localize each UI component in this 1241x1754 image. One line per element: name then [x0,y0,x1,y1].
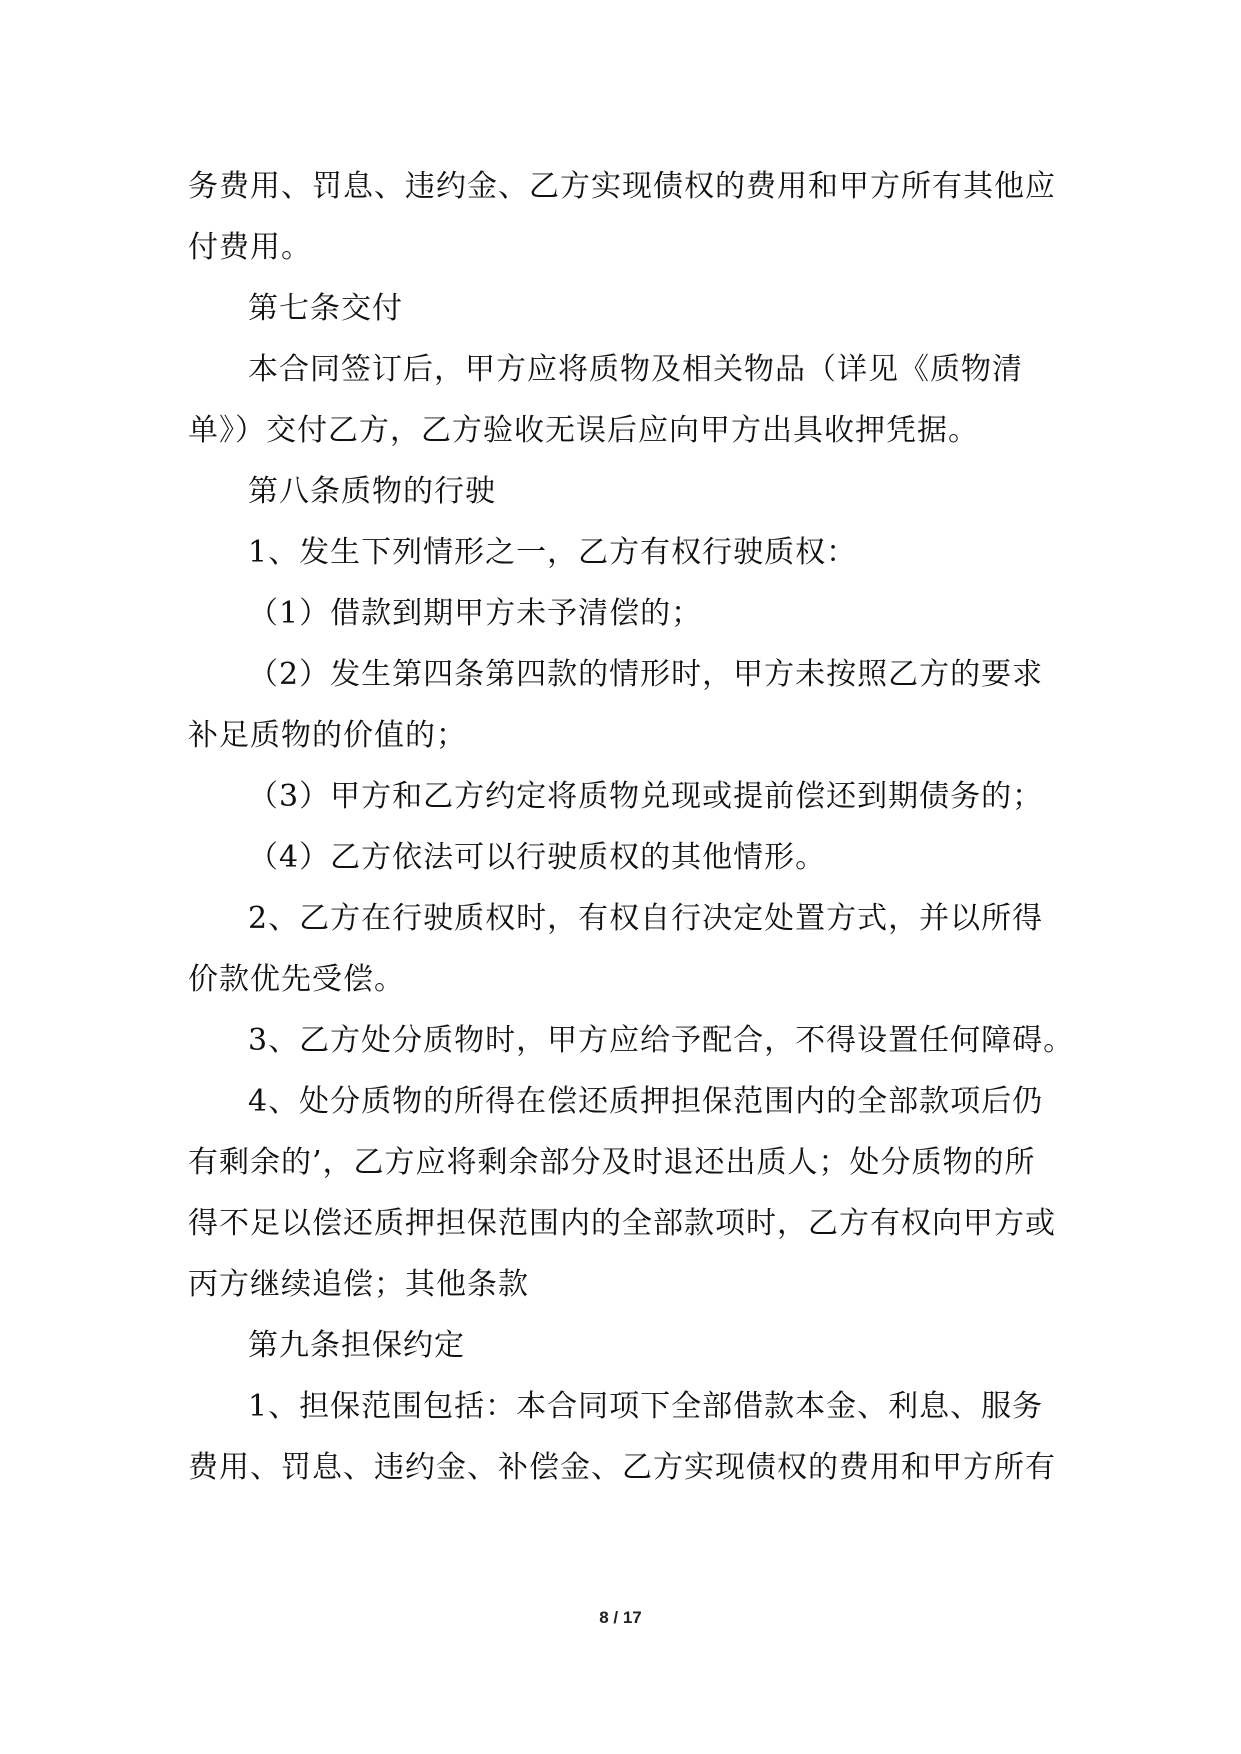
document-body [188,156,1075,1498]
list-item: （4）乙方依法可以行驶质权的其他情形。 [248,840,827,875]
text-line: 丙方继续追偿；其他条款 [188,1267,529,1302]
section-heading: 第九条担保约定 [248,1328,465,1363]
text-line: 付费用。 [188,230,312,265]
text-line: 4、处分质物的所得在偿还质押担保范围内的全部款项后仍 [248,1084,1044,1119]
text-line: 补足质物的价值的； [188,718,467,753]
section-heading: 第七条交付 [248,291,403,326]
page-number: 8 / 17 [599,1608,642,1627]
list-item: （1）借款到期甲方未予清偿的； [248,596,703,631]
text-line: 1、发生下列情形之一，乙方有权行驶质权： [248,535,858,570]
text-line: 费用、罚息、违约金、补偿金、乙方实现债权的费用和甲方所有 [188,1450,1056,1485]
text-line: 价款优先受偿。 [188,962,405,997]
text-line: 2、乙方在行驶质权时，有权自行决定处置方式，并以所得 [248,901,1044,936]
section-heading: 第八条质物的行驶 [248,474,496,509]
text-line: 有剩余的’，乙方应将剩余部分及时退还出质人；处分质物的所 [188,1145,1036,1180]
text-line: 单》）交付乙方，乙方验收无误后应向甲方出具收押凭据。 [188,413,979,448]
text-line: 务费用、罚息、违约金、乙方实现债权的费用和甲方所有其他应 [188,169,1056,204]
text-line: 得不足以偿还质押担保范围内的全部款项时，乙方有权向甲方或 [188,1206,1056,1241]
text-line: 1、担保范围包括：本合同项下全部借款本金、利息、服务 [248,1389,1044,1424]
list-item: （2）发生第四条第四款的情形时，甲方未按照乙方的要求 [248,657,1044,692]
text-line: 本合同签订后，甲方应将质物及相关物品（详见《质物清 [248,352,1023,387]
list-item: （3）甲方和乙方约定将质物兑现或提前偿还到期债务的； [248,779,1044,814]
text-line: 3、乙方处分质物时，甲方应给予配合，不得设置任何障碍。 [248,1023,1075,1058]
